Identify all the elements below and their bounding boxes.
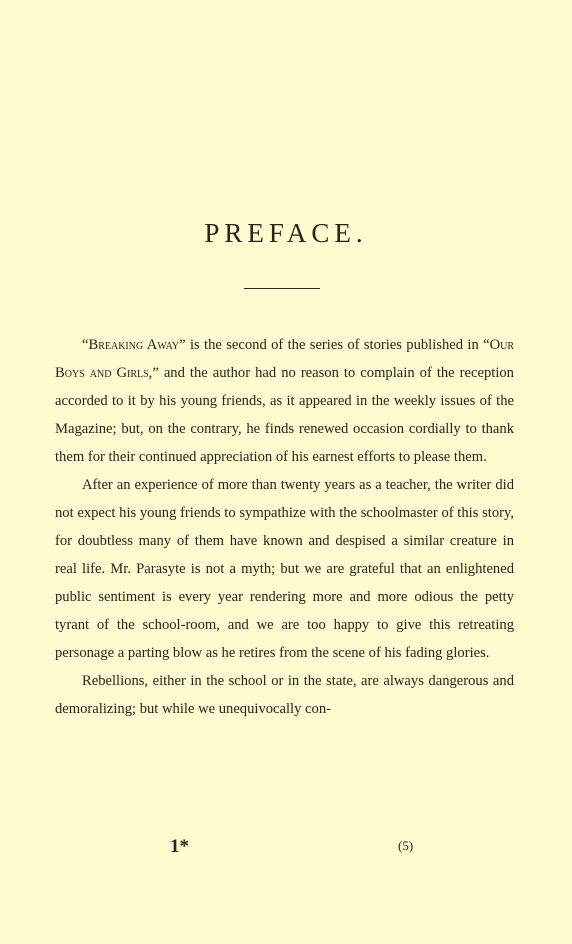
text-segment: Our Boys and Girls xyxy=(55,337,514,381)
paragraph xyxy=(55,667,514,723)
text-segment: After an experience of more than twenty years as a teacher, the writer did not expect his young friends to sympathize with the schoolmaster of this story, for doubtless many of them have known and despised a similar creature in real life. Mr. Parasyte is not a myth; but we are grateful that an enlightened public sentiment is every year rendering more and more odious the petty tyrant of the school-room, and we are too happy to give this retreating personage a parting blow as he retires from the scene of his fading glories. xyxy=(55,477,514,661)
page-footer xyxy=(0,836,572,860)
text-segment: Rebellions, either in the school or in the state, are always dangerous and demoralizing; but while we unequivocally con- xyxy=(55,673,514,717)
signature-mark: 1* xyxy=(170,836,189,857)
text-segment: “Breaking Away” xyxy=(82,337,186,353)
title-rule xyxy=(244,288,320,289)
preface-body xyxy=(55,331,514,723)
page-title: PREFACE. xyxy=(204,218,368,248)
page-number: (5) xyxy=(398,838,414,853)
paragraph xyxy=(55,471,514,667)
paragraph xyxy=(55,331,514,471)
text-segment: is the second of the series of stories published in “ xyxy=(185,337,490,353)
text-segment: ,” and the author had no reason to complain of the reception accorded to it by his young friends, as it appeared in the weekly issues of the Magazine; but, on the contrary, he finds renewed occasion cordially to thank them for their continued appreciation of his earnest efforts to please them. xyxy=(55,365,514,465)
